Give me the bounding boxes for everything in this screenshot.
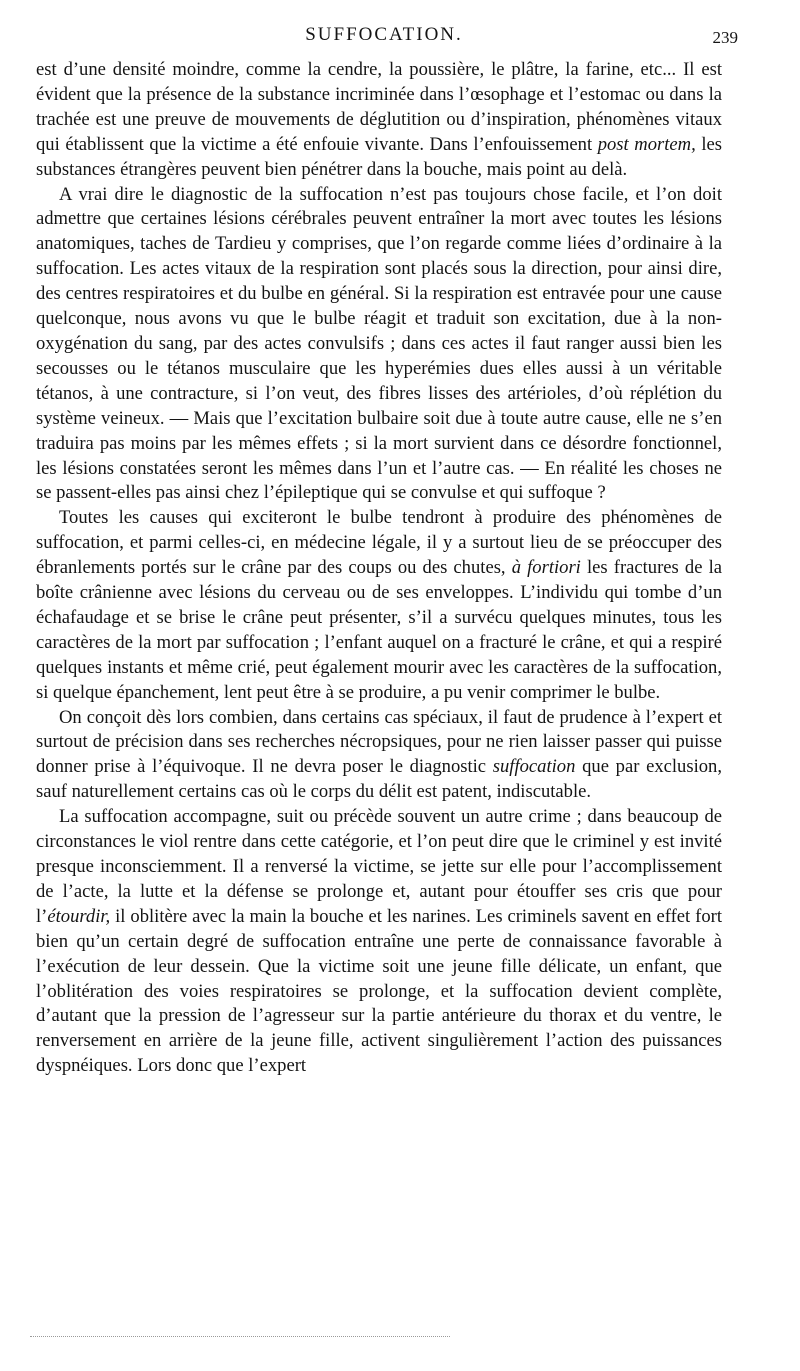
paragraph <box>36 58 722 183</box>
running-title: SUFFOCATION. <box>305 24 463 45</box>
paragraph <box>36 506 722 705</box>
text-run: Toutes les causes qui exciteront le bulbe tendront à produire des phénomènes de suffocation, et parmi celles-ci, en médecine légale, il y a surtout lieu de se préoccuper des ébranlements portés sur le crâne par des coups ou des chutes, <box>36 507 722 579</box>
text-run: les fractures de la boîte crânienne avec lésions du cerveau ou de ses enveloppes. L’individu qui tombe d’un échafaudage et se brise le crâne peut présenter, s’il a survécu quelques minutes, tous les caractères de la mort par suffocation ; l’enfant auquel on a fracturé le crâne, et qui a respiré quelques instants et même crié, peut également mourir avec les caractères de la suffocation, si quelque épanchement, lent peut être à se produire, a pu venir comprimer le bulbe. <box>36 557 722 703</box>
footer-dotted-rule <box>30 1336 450 1337</box>
page-number: 239 <box>712 28 738 47</box>
italic-text: post mortem, <box>597 133 696 155</box>
paragraph <box>36 706 722 806</box>
text-run: que par exclusion, sauf naturellement certains cas où le corps du délit est patent, indiscutable. <box>36 756 722 803</box>
italic-text: à fortiori <box>511 557 581 579</box>
text-run: il oblitère avec la main la bouche et les narines. Les criminels savent en effet fort bien qu’un certain degré de suffocation entraîne une perte de connaissance favorable à l’exécution de leur dessein. Que la victime soit une jeune fille délicate, un enfant, que l’oblitération des voies respiratoires se prolonge, et la suffocation devient complète, d’autant que la pression de l’agresseur sur la partie antérieure du thorax et du ventre, le renversement en arrière de la jeune fille, activent singulièrement l’action des puissances dyspnéiques. Lors donc que l’expert <box>36 905 722 1077</box>
body-text <box>36 58 722 1079</box>
italic-text: suffocation <box>492 756 576 778</box>
text-run: A vrai dire le diagnostic de la suffocation n’est pas toujours chose facile, et l’on doit admettre que certaines lésions cérébrales peuvent entraîner la mort avec toutes les lésions anatomiques, taches de Tardieu y comprises, que l’on regarde comme liées d’ordinaire à la suffocation. Les actes vitaux de la respiration sont placés sous la direction, pour ainsi dire, des centres respiratoires et du bulbe en général. Si la respiration est entravée pour une cause quelconque, nous avons vu que le bulbe réagit et traduit son excitation, due à la non-oxygénation du sang, par des actes convulsifs ; dans ces actes il faut ranger aussi bien les secousses ou le tétanos musculaire que les hyperémies dues elles aussi à un véritable tétanos, à une contracture, si l’on veut, des fibres lisses des artérioles, d’où réplétion du système veineux. — Mais que l’excitation bulbaire soit due à toute autre cause, elle ne s’en traduira pas moins par les mêmes effets ; si la mort survient dans ce désordre fonctionnel, les lésions constatées seront les mêmes dans l’un et l’autre cas. — En réalité les choses ne se passent-elles pas ainsi chez l’épileptique qui se convulse et qui suffoque ? <box>36 183 722 504</box>
text-run: On conçoit dès lors combien, dans certains cas spéciaux, il faut de prudence à l’expert et surtout de précision dans ses recherches nécropsiques, pour ne rien laisser passer qui puisse donner prise à l’équivoque. Il ne devra poser le diagnostic <box>36 706 722 778</box>
text-run: La suffocation accompagne, suit ou précède souvent un autre crime ; dans beaucoup de circonstances le viol rentre dans cette catégorie, et l’on peut dire que le criminel y est invité presque inconsciemment. Il a renversé la victime, se jette sur elle pour l’accomplissement de l’acte, la lutte et la défense se prolonge et, autant pour étouffer ses cris que pour l’ <box>36 806 722 927</box>
text-run: est d’une densité moindre, comme la cendre, la poussière, le plâtre, la farine, etc... Il est évident que la présence de la substance incriminée dans l’œsophage et l’estomac ou dans la trachée est une preuve de mouvements de déglutition ou d’inspiration, phénomènes vitaux qui établissent que la victime a été enfouie vivante. Dans l’enfouissement <box>36 59 722 155</box>
paragraph <box>36 183 722 507</box>
text-run: les substances étrangères peuvent bien pénétrer dans la bouche, mais point au delà. <box>36 133 722 180</box>
italic-text: étourdir, <box>47 905 111 927</box>
running-header <box>36 24 738 50</box>
paragraph <box>36 805 722 1079</box>
